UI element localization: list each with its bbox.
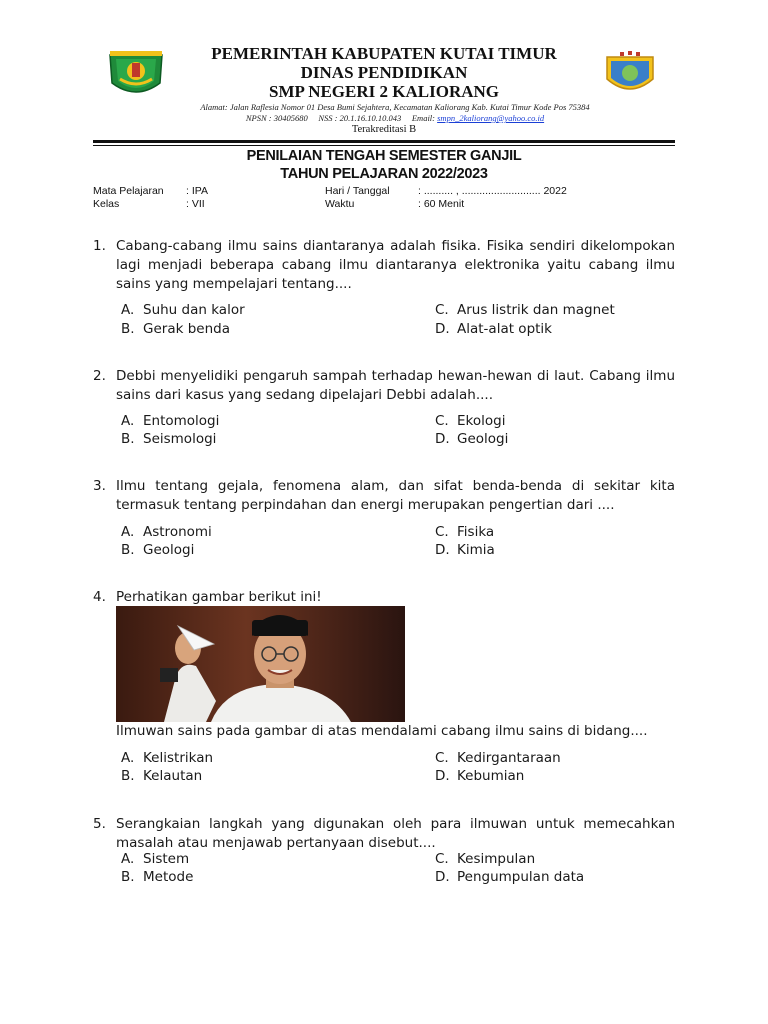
option-4b[interactable]: B. Kelautan	[121, 768, 203, 784]
scientist-photo	[116, 606, 405, 722]
question-number: 1.	[93, 238, 106, 254]
time-label: Waktu	[325, 198, 355, 210]
option-5b[interactable]: B. Metode	[121, 869, 194, 885]
option-2b[interactable]: B. Seismologi	[121, 431, 217, 447]
question-text: Ilmuwan sains pada gambar di atas mendalami cabang ilmu sains di bidang....	[116, 723, 648, 739]
header-divider-thick	[93, 140, 675, 143]
option-5c[interactable]: C. Kesimpulan	[435, 851, 536, 867]
option-1c[interactable]: C. Arus listrik dan magnet	[435, 302, 615, 318]
question-number: 3.	[93, 478, 106, 494]
time-value: : 60 Menit	[418, 198, 465, 210]
header-npsn-nss: NPSN : 30405680 NSS : 20.1.16.10.10.043 Email:	[245, 113, 438, 123]
header-line-department: DINAS PENDIDIKAN	[300, 63, 468, 82]
option-3c[interactable]: C. Fisika	[435, 524, 495, 540]
option-1d[interactable]: D. Alat-alat optik	[435, 321, 552, 337]
class-label: Kelas	[93, 198, 120, 210]
option-2c[interactable]: C. Ekologi	[435, 413, 506, 429]
question-text: Ilmu tentang gejala, fenomena alam, dan sifat benda-benda di sekitar kita termasuk tentang perpindahan dan energi merupakan pengertian dari ....	[116, 478, 675, 513]
question-number: 4.	[93, 589, 106, 605]
day-value: : .......... , ........................... 2022	[418, 185, 567, 197]
option-2a[interactable]: A. Entomologi	[121, 413, 220, 429]
option-3b[interactable]: B. Geologi	[121, 542, 195, 558]
question-text: Serangkaian langkah yang digunakan oleh para ilmuwan untuk memecahkan masalah atau menjawab pertanyaan disebut....	[116, 816, 675, 851]
option-1a[interactable]: A. Suhu dan kalor	[121, 302, 245, 318]
exam-title: PENILAIAN TENGAH SEMESTER GANJIL	[246, 148, 522, 164]
header-accreditation: Terakreditasi B	[351, 124, 417, 135]
header-line-school: SMP NEGERI 2 KALIORANG	[269, 82, 499, 101]
class-value: : VII	[186, 198, 205, 210]
subject-value: : IPA	[186, 185, 208, 197]
option-2d[interactable]: D. Geologi	[435, 431, 509, 447]
question-text: Debbi menyelidiki pengaruh sampah terhadap hewan-hewan di laut. Cabang ilmu sains dari kasus yang sedang dipelajari Debbi adalah....	[116, 368, 675, 403]
option-1b[interactable]: B. Gerak benda	[121, 321, 230, 337]
exam-year: TAHUN PELAJARAN 2022/2023	[280, 166, 488, 182]
option-4a[interactable]: A. Kelistrikan	[121, 750, 214, 766]
day-label: Hari / Tanggal	[325, 185, 390, 197]
header-divider-thin	[93, 145, 675, 146]
question-text: Cabang-cabang ilmu sains diantaranya adalah fisika. Fisika sendiri dikelompokan lagi menjadi beberapa cabang ilmu diantaranya elektronika yaitu cabang ilmu sains yang mempelajari tentang....	[116, 238, 675, 292]
question-number: 2.	[93, 368, 106, 384]
option-3a[interactable]: A. Astronomi	[121, 524, 212, 540]
question-number: 5.	[93, 816, 106, 832]
option-5d[interactable]: D. Pengumpulan data	[435, 869, 585, 885]
email-link[interactable]: smpn_2kaliorang@yahoo.co.id	[437, 113, 545, 123]
option-4c[interactable]: C. Kedirgantaraan	[435, 750, 561, 766]
question-text: Perhatikan gambar berikut ini!	[116, 589, 322, 605]
option-5a[interactable]: A. Sistem	[121, 851, 190, 867]
header-contact	[100, 113, 690, 123]
option-4d[interactable]: D. Kebumian	[435, 768, 525, 784]
header-line-government: PEMERINTAH KABUPATEN KUTAI TIMUR	[211, 44, 557, 63]
subject-label: Mata Pelajaran	[93, 185, 164, 197]
option-3d[interactable]: D. Kimia	[435, 542, 495, 558]
header-address: Alamat: Jalan Raflesia Nomor 01 Desa Bumi Sejahtera, Kecamatan Kaliorang Kab. Kutai Timur Kode Pos 75384	[200, 102, 590, 112]
